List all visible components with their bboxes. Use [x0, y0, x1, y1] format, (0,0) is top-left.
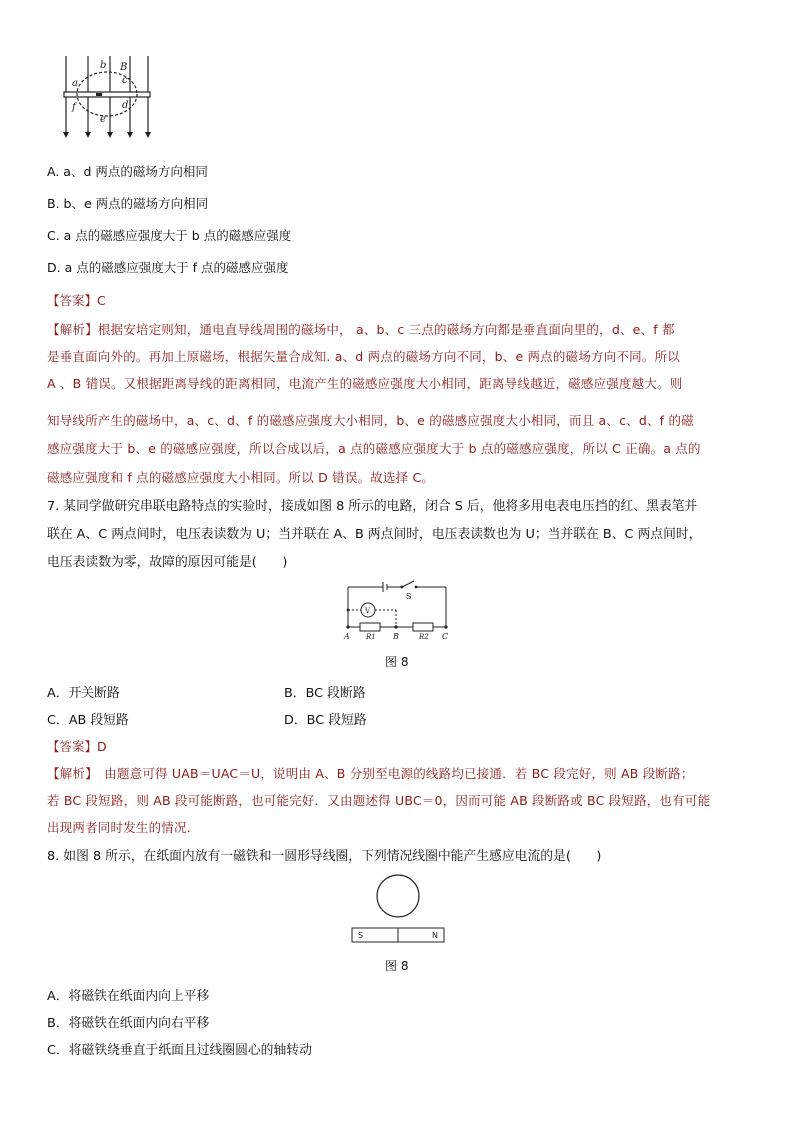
fig1-label-b: b — [100, 60, 107, 71]
q7-analysis-line-2: 若 BC 段短路，则 AB 段可能断路，也可能完好．又由题述得 UBC＝0，因而可能 AB 段断路或 BC 段短路，也有可能 — [47, 793, 711, 808]
q7-answer: 【答案】D — [47, 739, 107, 754]
fig1-label-c: c — [122, 75, 128, 86]
fig2-caption: 图 8 — [385, 655, 409, 669]
fig1-label-f: f — [72, 102, 76, 113]
q6-analysis-line-1: 【解析】根据安培定则知，通电直导线周围的磁场中， a、b、c 三点的磁场方向都是垂直面向里的，d、e、f 都 — [47, 322, 675, 337]
fig2-label-V: V — [365, 607, 371, 615]
magnetic-field-wire-figure — [58, 56, 158, 146]
q6-option-b: B. b、e 两点的磁场方向相同 — [47, 196, 209, 211]
fig2-label-S: S — [406, 592, 412, 601]
q7-option-d: D．BC 段短路 — [284, 713, 367, 728]
q8-option-a: A．将磁铁在纸面内向上平移 — [47, 989, 210, 1004]
q6-answer: 【答案】C — [47, 293, 106, 308]
q7-text-line-3: 电压表读数为零，故障的原因可能是( ) — [47, 555, 288, 570]
q7-text-line-2: 联在 A、C 两点间时，电压表读数为 U；当并联在 A、B 两点间时，电压表读数也为 U；当并联在 B、C 两点间时， — [47, 527, 702, 542]
q6-analysis-line-4: 知导线所产生的磁场中，a、c、d、f 的磁感应强度大小相同，b、e 的磁感应强度大小相同，而且 a、c、d、f 的磁 — [47, 413, 694, 428]
series-circuit-figure — [338, 577, 453, 642]
q7-option-a: A．开关断路 — [47, 686, 120, 701]
fig3-caption: 图 8 — [385, 959, 409, 973]
coil-magnet-figure — [350, 873, 446, 945]
q7-option-c: C．AB 段短路 — [47, 713, 129, 728]
q6-analysis-line-6: 磁感应强度和 f 点的磁感应强度大小相同。所以 D 错误。故选择 C。 — [47, 470, 435, 485]
fig1-label-a: a — [72, 78, 78, 89]
q8-option-c: C．将磁铁绕垂直于纸面且过线圈圆心的轴转动 — [47, 1043, 312, 1058]
fig2-label-C: C — [442, 632, 449, 641]
q6-option-a: A. a、d 两点的磁场方向相同 — [47, 164, 208, 179]
fig1-label-d: d — [122, 100, 129, 111]
q7-option-b: B．BC 段断路 — [284, 686, 366, 701]
q6-option-d: D. a 点的磁感应强度大于 f 点的磁感应强度 — [47, 260, 289, 275]
q6-analysis-line-3: A 、B 错误。又根据距离导线的距离相同，电流产生的磁感应强度大小相同，距离导线越近，磁感应强度越大。则 — [47, 376, 683, 391]
fig1-label-e: e — [100, 114, 106, 125]
q6-analysis-line-5: 感应强度大于 b、e 的磁感应强度，所以合成以后，a 点的磁感应强度大于 b 点的磁感应强度，所以 C 正确。a 点的 — [47, 441, 701, 456]
q7-analysis-line-3: 出现两者同时发生的情况． — [47, 820, 200, 835]
q8-option-b: B．将磁铁在纸面内向右平移 — [47, 1016, 210, 1031]
fig2-label-R1: R1 — [366, 633, 376, 641]
q7-text-line-1: 7. 某同学做研究串联电路特点的实验时，接成如图 8 所示的电路，闭合 S 后，他将多用电表电压挡的红、黑表笔并 — [47, 499, 698, 514]
q7-analysis-line-1: 【解析】 由题意可得 UAB＝UAC＝U，说明由 A、B 分别至电源的线路均已接通．若 BC 段完好，则 AB 段断路； — [47, 766, 694, 781]
fig3-label-N: N — [432, 931, 438, 940]
q6-option-c: C. a 点的磁感应强度大于 b 点的磁感应强度 — [47, 228, 292, 243]
fig2-label-A: A — [344, 632, 350, 641]
q8-text: 8. 如图 8 所示，在纸面内放有一磁铁和一圆形导线圈，下列情况线圈中能产生感应电流的是( ) — [47, 849, 602, 864]
fig1-label-B: B — [120, 62, 128, 73]
fig3-label-S: S — [358, 931, 364, 940]
fig2-label-R2: R2 — [419, 633, 429, 641]
q6-analysis-line-2: 是垂直面向外的。再加上原磁场，根据矢量合成知. a、d 两点的磁场方向不同，b、e 两点的磁场方向不同。所以 — [47, 349, 680, 364]
fig2-label-B: B — [393, 632, 399, 641]
